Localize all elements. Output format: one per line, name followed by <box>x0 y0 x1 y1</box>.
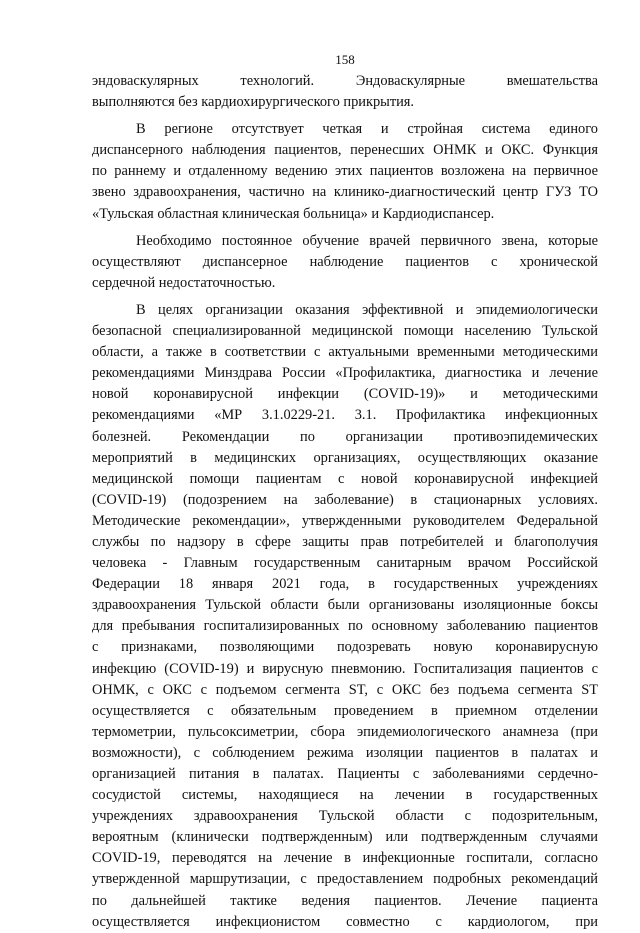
text-line: медицинской помощи пациентам с новой коронавирусной инфекцией <box>92 470 598 487</box>
text-line: COVID-19, переводятся на лечение в инфекционные госпитали, согласно <box>92 850 598 867</box>
text-line: болезней. Рекомендации по организации противоэпидемических <box>92 428 598 445</box>
text-line: с признаками, позволяющими подозревать новую коронавирусную <box>92 639 598 656</box>
text-line: мероприятий в медицинских организациях, осуществляющих оказание <box>92 449 598 466</box>
text-line: ОНМК, с ОКС с подъемом сегмента ST, с ОКС без подъема сегмента ST <box>92 681 598 698</box>
text-line: организацией питания в палатах. Пациенты с заболеваниями сердечно- <box>92 766 598 782</box>
text-line: сердечной недостаточностью. <box>92 274 276 291</box>
text-line: человека - Главным государственным санитарным врачом Российской <box>92 555 598 572</box>
text-line: Федерации 18 января 2021 года, в государственных учреждениях <box>92 576 598 593</box>
text-line: (COVID-19) (подозрением на заболевание) в стационарных условиях. <box>92 491 598 508</box>
page-number: 158 <box>335 52 355 67</box>
text-line: осуществляют диспансерное наблюдение пациентов с хронической <box>92 253 598 270</box>
text-line: звено здравоохранения, частично на клинико-диагностический центр ГУЗ ТО <box>92 184 598 201</box>
text-line: здравоохранения Тульской области были организованы изоляционные боксы <box>92 597 598 614</box>
text-line: выполняются без кардиохирургического прикрытия. <box>92 94 415 111</box>
text-line: для пребывания госпитализированных по основному заболеванию пациентов <box>92 618 598 635</box>
text-line: учреждениях здравоохранения Тульской области с подозрительным, <box>92 808 598 825</box>
text-line: В целях организации оказания эффективной и эпидемиологически <box>136 301 598 318</box>
body-text <box>92 71 598 933</box>
text-line: рекомендациями Минздрава России «Профилактика, диагностика и лечение <box>92 365 598 382</box>
text-line: по раннему и отдаленному ведению этих пациентов возложена на первичное <box>92 163 598 180</box>
text-line: по дальнейшей тактике ведения пациентов. Лечение пациента <box>92 892 598 909</box>
text-line: службы по надзору в сфере защиты прав потребителей и благополучия <box>92 533 598 550</box>
text-line: безопасной специализированной медицинской помощи населению Тульской <box>92 323 598 340</box>
text-line: инфекцию (COVID-19) и вирусную пневмонию. Госпитализация пациентов с <box>92 660 598 677</box>
text-line: Необходимо постоянное обучение врачей первичного звена, которые <box>136 232 598 249</box>
text-line: осуществляется с обязательным проведением в приемном отделении <box>92 702 598 719</box>
text-line: вероятным (клинически подтвержденным) или подтвержденным случаями <box>92 829 598 846</box>
text-line: области, а также в соответствии с актуальными временными методическими <box>92 344 598 361</box>
text-line: диспансерного наблюдения пациентов, перенесших ОНМК и ОКС. Функция <box>92 142 598 159</box>
text-line: эндоваскулярных технологий. Эндоваскулярные вмешательства <box>92 73 598 89</box>
text-line: новой коронавирусной инфекции (COVID-19)» и методическими <box>92 386 598 403</box>
text-line: рекомендациями «МР 3.1.0229-21. 3.1. Профилактика инфекционных <box>92 407 598 424</box>
text-line: «Тульская областная клиническая больница» и Кардиодиспансер. <box>92 205 495 222</box>
text-line: утвержденной маршрутизации, с предоставлением подробных рекомендаций <box>92 871 598 888</box>
text-line: термометрии, пульсоксиметрии, сбора эпидемиологического анамнеза (при <box>92 723 598 740</box>
text-line: осуществляется инфекционистом совместно с кардиологом, при <box>92 913 598 930</box>
text-line: сосудистой системы, находящиеся на лечении в государственных <box>92 787 598 804</box>
text-line: В регионе отсутствует четкая и стройная система единого <box>136 121 598 138</box>
text-line: возможности), с соблюдением режима изоляции пациентов в палатах и <box>92 744 598 761</box>
text-line: Методические рекомендации», утвержденными руководителем Федеральной <box>92 512 598 529</box>
